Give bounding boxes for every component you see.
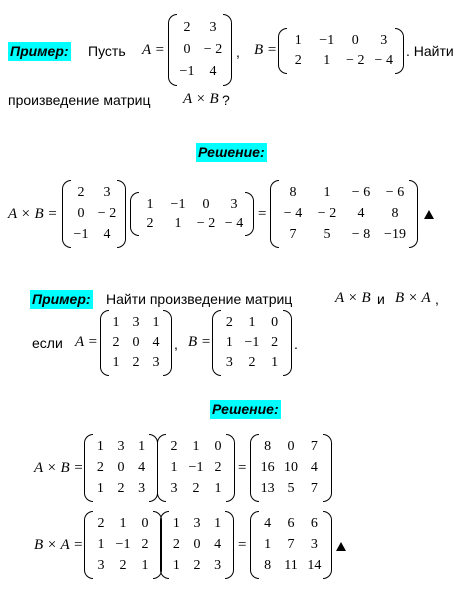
matrix-cell: − 8 xyxy=(351,226,371,242)
matrix-cell: − 4 xyxy=(283,206,303,221)
matrix-cell: 2 xyxy=(96,460,104,475)
matrix-A-label: A = xyxy=(142,42,165,58)
equals-sign: = xyxy=(237,460,248,476)
end-of-solution-triangle-icon xyxy=(424,210,434,219)
matrix-cell: 3 xyxy=(209,20,217,35)
matrix-cell: 7 xyxy=(289,226,297,242)
matrix-cell: − 2 xyxy=(97,206,117,221)
matrix-cell: 1 xyxy=(112,315,120,330)
matrix-cell: 4 xyxy=(264,516,272,532)
matrix-cell: 16 xyxy=(260,460,275,475)
matrix-cell: 3 xyxy=(380,33,388,48)
matrix-cell: 3 xyxy=(132,315,140,330)
solution2-lhs-BxA: B × A = xyxy=(34,537,84,553)
matrix-cell: −1 xyxy=(73,226,89,242)
example2-label: Пример: xyxy=(32,291,91,307)
sol1-result-matrix xyxy=(270,180,418,248)
product-text: произведение матриц xyxy=(8,92,151,108)
matrix-cell: −1 xyxy=(170,196,186,212)
matrix-cell: 0 xyxy=(183,42,191,57)
equals-sign: = xyxy=(237,537,248,553)
matrix-cell: 14 xyxy=(307,557,322,573)
matrix-cell: 2 xyxy=(214,460,222,475)
matrix-cell: − 2 xyxy=(196,215,216,231)
sol2-result-AxB xyxy=(250,434,332,502)
matrix-cell: 2 xyxy=(141,537,149,552)
sol2-matrix-B xyxy=(157,434,235,502)
matrix-cell: 1 xyxy=(96,480,104,496)
matrix-cell: 3 xyxy=(170,480,178,496)
matrix-cell: 2 xyxy=(119,557,127,573)
sol2-matrix-A-right xyxy=(160,511,234,579)
AxB-text: A × B xyxy=(183,91,219,107)
matrix-cell: 1 xyxy=(170,460,178,475)
matrix-cell: −1 xyxy=(179,64,195,79)
matrix-cell: 2 xyxy=(117,480,125,496)
matrix-cell: 2 xyxy=(193,557,201,573)
matrix-cell: −1 xyxy=(115,537,131,552)
matrix-cell: 1 xyxy=(146,196,154,212)
sol2-result-BxA xyxy=(250,511,332,579)
matrix-cell: 13 xyxy=(260,480,275,496)
matrix-cell: 8 xyxy=(264,439,272,455)
matrix-A-label: A = xyxy=(75,334,98,350)
comma: , xyxy=(174,336,178,352)
matrix-cell: 5 xyxy=(323,226,331,242)
solution2-label: Решение: xyxy=(212,401,279,417)
matrix-cell: 0 xyxy=(117,460,125,475)
solution1-lhs: A × B = xyxy=(8,206,58,222)
matrix-cell: 2 xyxy=(183,20,191,35)
and-word: и xyxy=(377,291,385,307)
matrix-cell: 2 xyxy=(170,439,178,455)
ex1-matrix-B xyxy=(278,28,404,74)
matrix-cell: 2 xyxy=(225,315,233,330)
matrix-cell: 1 xyxy=(225,335,233,350)
matrix-cell: 1 xyxy=(264,537,272,552)
matrix-cell: − 2 xyxy=(317,206,337,221)
matrix-cell: 1 xyxy=(119,516,127,532)
matrix-cell: −1 xyxy=(244,335,260,350)
matrix-cell: 0 xyxy=(77,206,85,221)
matrix-cell: 2 xyxy=(146,215,154,231)
matrix-cell: 5 xyxy=(287,480,295,496)
if-word: если xyxy=(32,335,63,351)
matrix-cell: − 4 xyxy=(224,215,244,231)
matrix-cell: 4 xyxy=(138,460,146,475)
matrix-cell: 2 xyxy=(77,185,85,201)
matrix-cell: 1 xyxy=(172,516,180,532)
matrix-cell: 2 xyxy=(294,53,302,68)
matrix-cell: 1 xyxy=(294,33,302,48)
matrix-cell: 4 xyxy=(103,226,111,242)
matrix-cell: −19 xyxy=(384,226,406,242)
matrix-cell: 0 xyxy=(287,439,295,455)
matrix-cell: 3 xyxy=(310,537,318,552)
solution2-lhs-AxB: A × B = xyxy=(34,460,84,476)
matrix-cell: 8 xyxy=(391,206,399,221)
matrix-cell: − 6 xyxy=(385,185,405,201)
matrix-B-label: B = xyxy=(188,334,212,350)
example2-text: Найти произведение матриц xyxy=(106,291,293,307)
example1-label: Пример: xyxy=(10,43,69,59)
find-word: . Найти xyxy=(406,43,454,59)
matrix-cell: 3 xyxy=(214,557,222,573)
matrix-cell: 4 xyxy=(214,537,222,552)
matrix-cell: 1 xyxy=(141,557,149,573)
matrix-cell: 1 xyxy=(248,315,256,330)
BxA-text: B × A xyxy=(395,290,431,306)
matrix-cell: −1 xyxy=(188,460,204,475)
matrix-cell: 1 xyxy=(174,215,182,231)
matrix-cell: 0 xyxy=(193,537,201,552)
matrix-cell: 4 xyxy=(152,335,160,350)
matrix-cell: 3 xyxy=(230,196,238,212)
matrix-cell: − 2 xyxy=(346,53,365,68)
matrix-cell: 0 xyxy=(141,516,149,532)
matrix-cell: 4 xyxy=(357,206,365,221)
matrix-cell: 2 xyxy=(97,516,105,532)
period: . xyxy=(294,336,298,352)
matrix-cell: 8 xyxy=(289,185,297,201)
matrix-cell: 2 xyxy=(192,480,200,496)
solution1-label: Решение: xyxy=(198,144,265,160)
matrix-cell: 2 xyxy=(172,537,180,552)
AxB-text: A × B xyxy=(335,290,371,306)
matrix-cell: 11 xyxy=(284,557,298,573)
matrix-cell: −1 xyxy=(319,33,335,48)
matrix-cell: 7 xyxy=(287,537,295,552)
ex2-matrix-B xyxy=(212,310,292,376)
matrix-cell: 3 xyxy=(138,480,146,496)
ex1-matrix-A xyxy=(168,14,232,86)
matrix-cell: − 4 xyxy=(374,53,393,68)
matrix-cell: 8 xyxy=(264,557,272,573)
let-word: Пусть xyxy=(88,43,126,59)
end-of-solution-triangle-icon xyxy=(336,542,346,551)
matrix-cell: 1 xyxy=(271,355,279,370)
matrix-cell: 2 xyxy=(112,335,120,350)
sol1-matrix-B xyxy=(130,192,254,236)
matrix-cell: 2 xyxy=(248,355,256,370)
comma: , xyxy=(435,291,439,307)
matrix-cell: 1 xyxy=(152,315,160,330)
matrix-cell: 3 xyxy=(225,355,233,370)
matrix-cell: 1 xyxy=(96,439,104,455)
matrix-cell: − 2 xyxy=(203,42,223,57)
matrix-cell: 6 xyxy=(310,516,318,532)
equals-sign: = xyxy=(257,206,268,222)
matrix-cell: 0 xyxy=(351,33,359,48)
matrix-cell: 4 xyxy=(310,460,318,475)
matrix-cell: 0 xyxy=(202,196,210,212)
matrix-cell: 1 xyxy=(214,480,222,496)
ex2-matrix-A xyxy=(100,310,172,376)
sol2-matrix-A xyxy=(84,434,158,502)
matrix-B-label: B = xyxy=(254,42,278,58)
matrix-cell: 1 xyxy=(172,557,180,573)
matrix-cell: − 6 xyxy=(351,185,371,201)
matrix-cell: 10 xyxy=(283,460,298,475)
matrix-cell: 3 xyxy=(97,557,105,573)
comma: , xyxy=(236,44,240,60)
matrix-cell: 3 xyxy=(193,516,201,532)
matrix-cell: 2 xyxy=(132,355,140,370)
matrix-cell: 1 xyxy=(323,185,331,201)
matrix-cell: 2 xyxy=(271,335,279,350)
matrix-cell: 7 xyxy=(310,480,318,496)
matrix-cell: 1 xyxy=(192,439,200,455)
matrix-cell: 1 xyxy=(323,53,331,68)
matrix-cell: 7 xyxy=(310,439,318,455)
matrix-cell: 0 xyxy=(214,439,222,455)
matrix-cell: 1 xyxy=(97,537,105,552)
sol1-matrix-A xyxy=(62,180,126,248)
question-mark: ? xyxy=(222,92,230,108)
matrix-cell: 3 xyxy=(152,355,160,370)
matrix-cell: 0 xyxy=(271,315,279,330)
matrix-cell: 3 xyxy=(117,439,125,455)
matrix-cell: 0 xyxy=(132,335,140,350)
matrix-cell: 1 xyxy=(112,355,120,370)
matrix-cell: 4 xyxy=(209,64,217,79)
matrix-cell: 1 xyxy=(214,516,222,532)
sol2-matrix-B-left xyxy=(84,511,162,579)
matrix-cell: 1 xyxy=(138,439,146,455)
matrix-cell: 6 xyxy=(287,516,295,532)
matrix-cell: 3 xyxy=(103,185,111,201)
